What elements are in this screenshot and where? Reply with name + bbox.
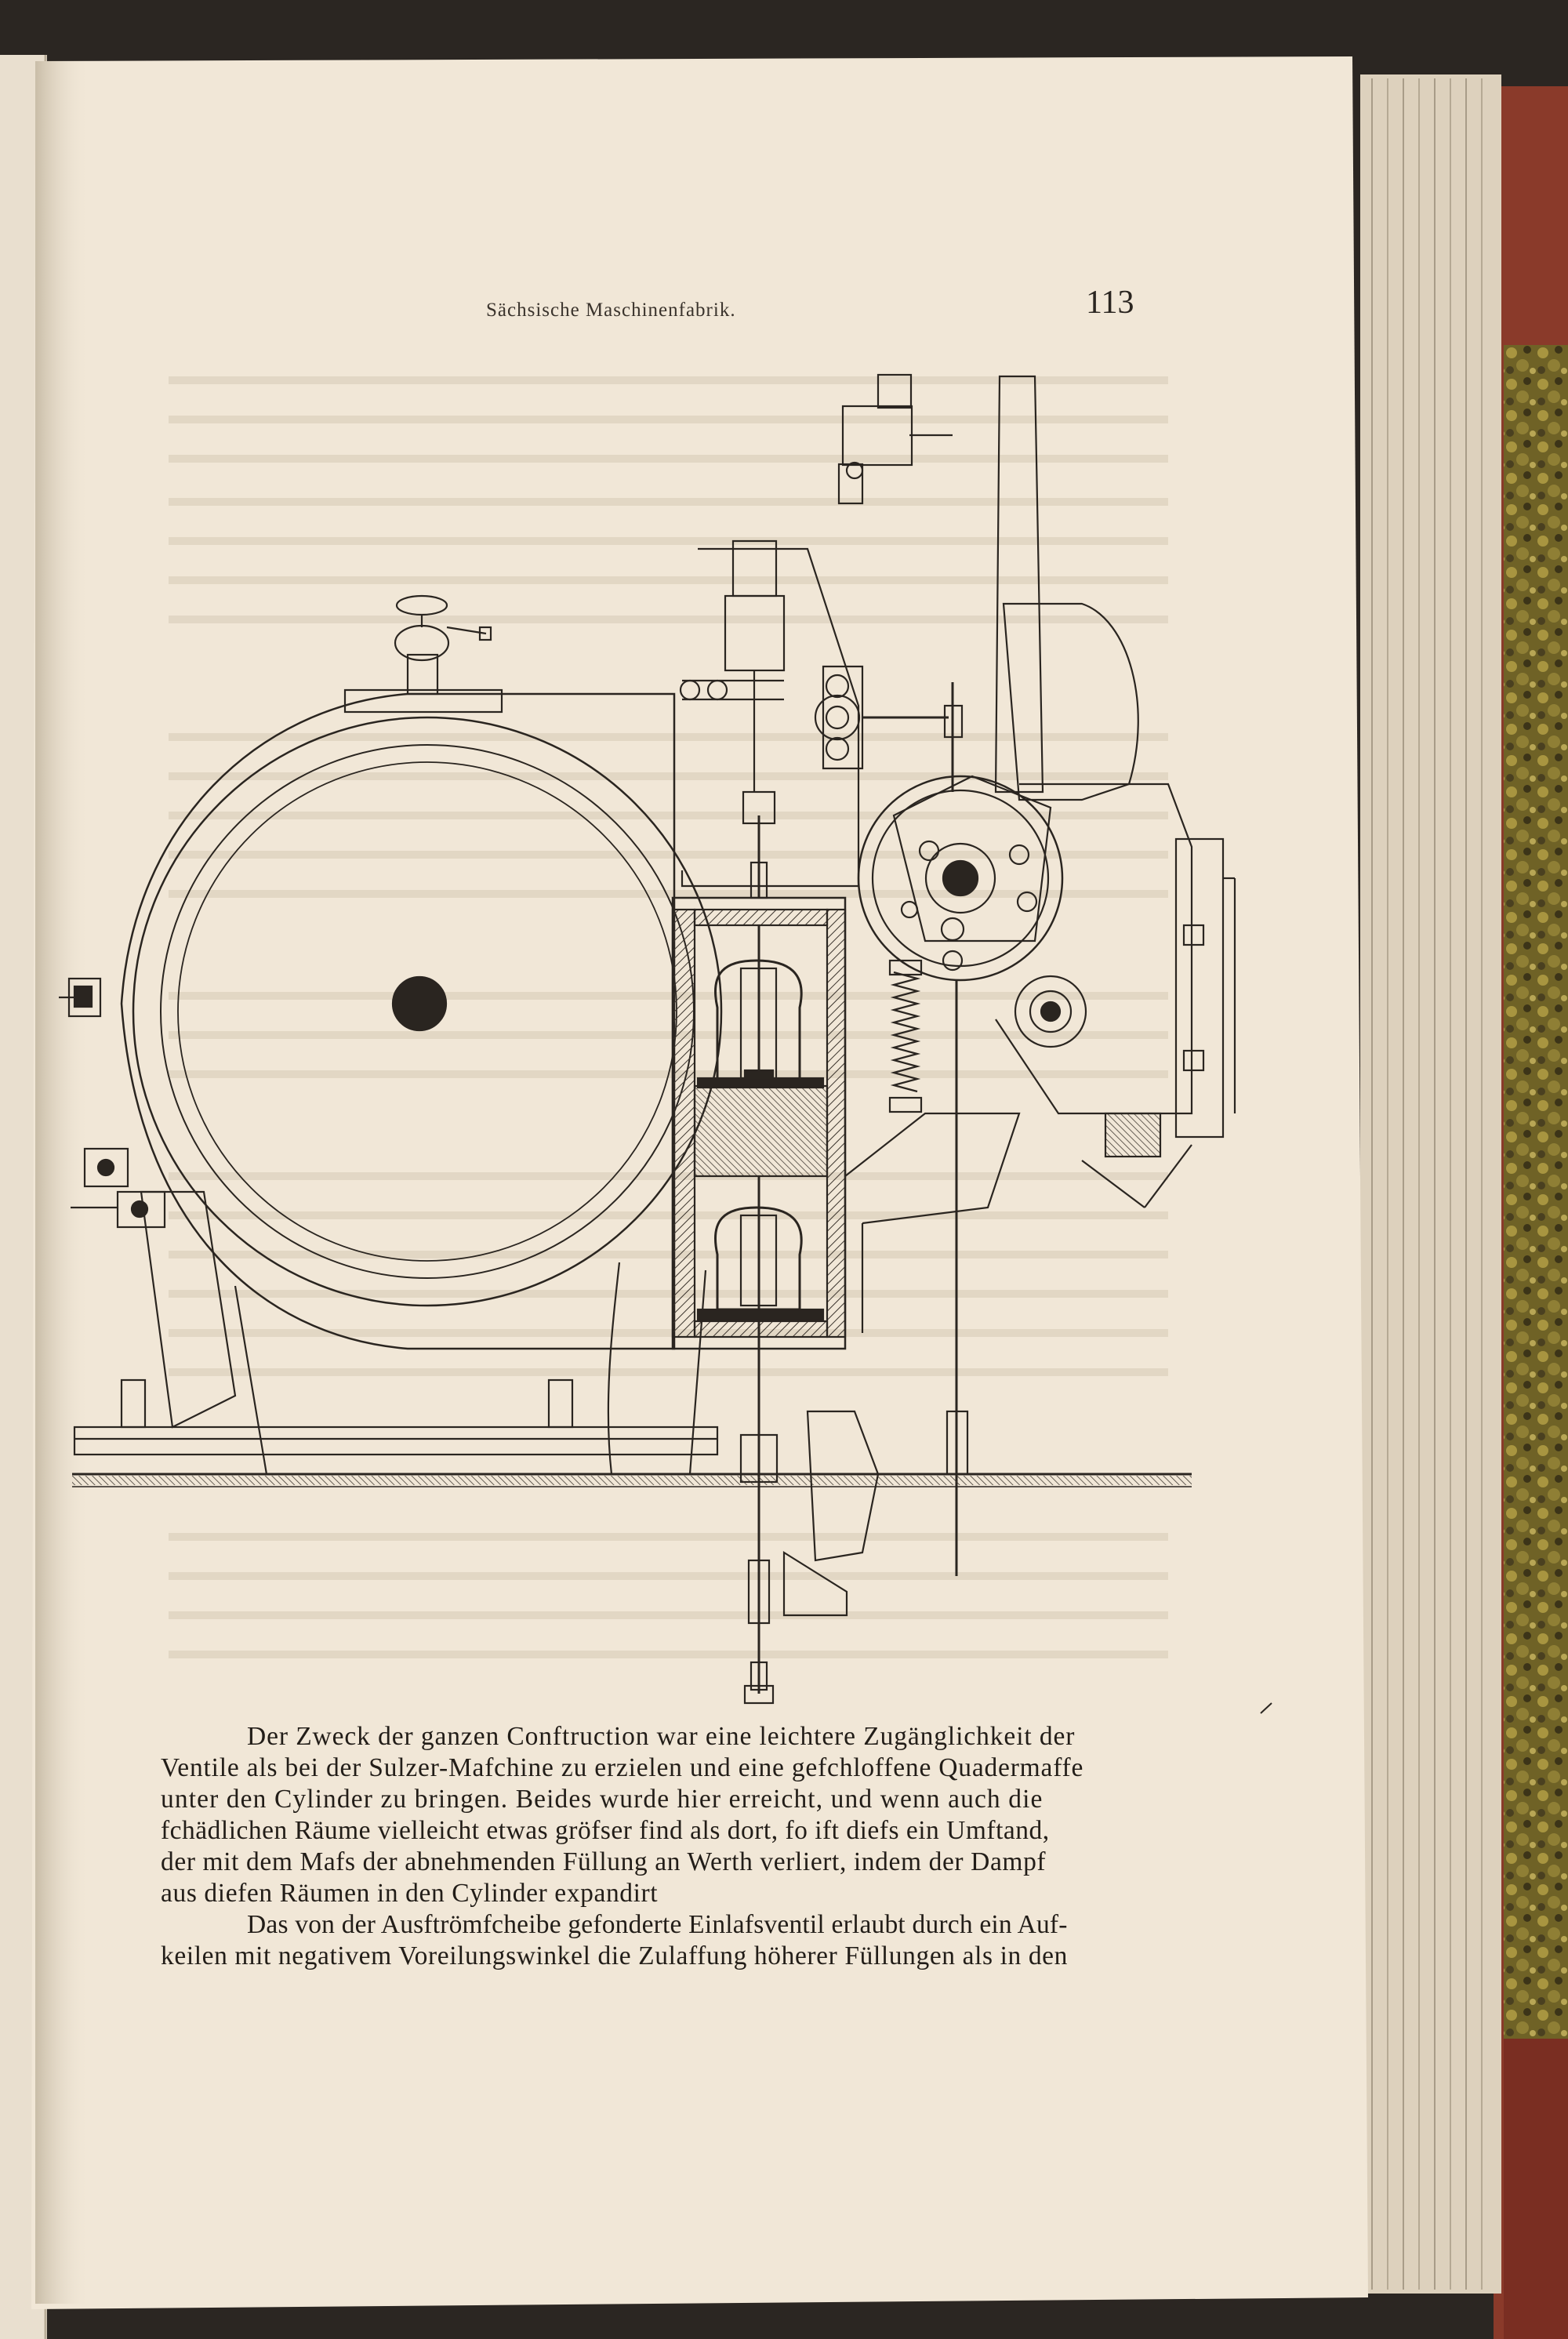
body-line: Das von der Ausftrömfcheibe gefonderte Einlafsventil erlaubt durch ein Auf- [247,1910,1068,1939]
book-cover-edge [1494,86,1568,2339]
body-line: aus diefen Räumen in den Cylinder expandirt [161,1879,659,1908]
ground-line [72,1474,1192,1487]
body-line: unter den Cylinder zu bringen. Beides wurde hier erreicht, und wenn auch die [161,1785,1044,1814]
page-stack [1360,74,1501,2294]
body-line: Ventile als bei der Sulzer-Mafchine zu erzielen und eine gefchloffene Quadermaffe [161,1753,1084,1782]
body-line: der mit dem Mafs der abnehmenden Füllung an Werth verliert, indem der Dampf [161,1847,1047,1876]
running-head: Sächsische Maschinenfabrik. [486,300,736,321]
body-paragraphs [161,1721,1172,1972]
body-line: fchädlichen Räume vielleicht etwas gröfser find als dort, fo ift diefs ein Umftand, [161,1816,1050,1845]
page-number: 113 [1086,285,1134,321]
body-line: Der Zweck der ganzen Conftruction war eine leichtere Zugänglichkeit der [247,1722,1076,1751]
body-line: keilen mit negativem Voreilungswinkel die Zulaffung höherer Füllungen als in den [161,1941,1068,1970]
